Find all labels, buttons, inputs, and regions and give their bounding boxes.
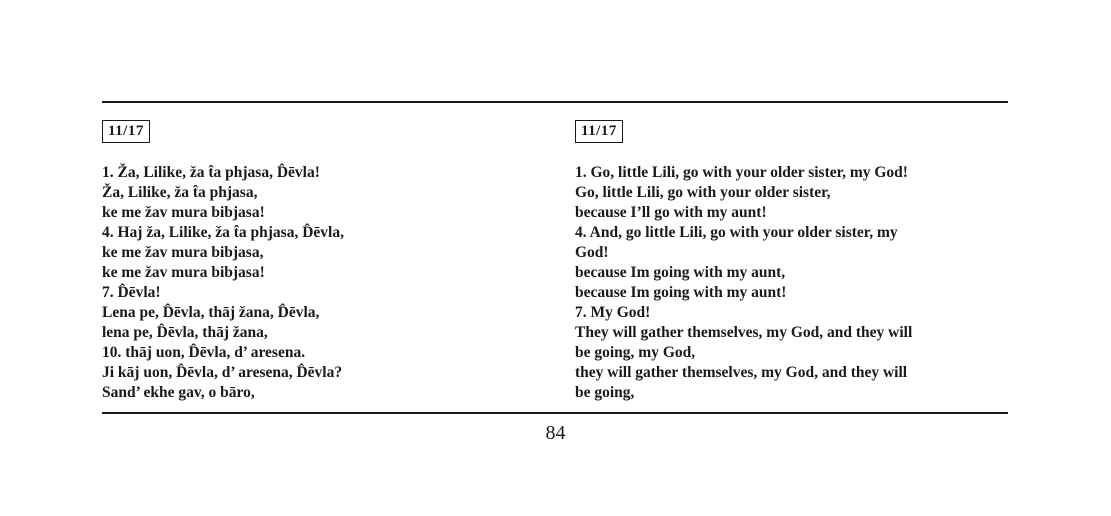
top-rule: [102, 101, 1008, 103]
lyric-line: 10. thāj uon, D̂ēvla, d’ aresena.: [102, 344, 306, 361]
translation-line: 1. Go, little Lili, go with your older sister, my God!: [575, 164, 908, 181]
song-reference-tag: 11/17: [102, 120, 150, 143]
original-lyrics: [102, 163, 542, 403]
lyric-line: 4. Haj ža, Lilike, ža t̂a phjasa, D̂ēvla,: [102, 224, 344, 241]
translation-line: They will gather themselves, my God, and they will: [575, 324, 913, 341]
translation-line: Go, little Lili, go with your older sister,: [575, 184, 831, 201]
lyric-line: Lena pe, D̂ēvla, thāj žana, D̂ēvla,: [102, 304, 320, 321]
translation-column: [575, 120, 995, 403]
translation-line: 4. And, go little Lili, go with your older sister, my: [575, 224, 898, 241]
translation-line: 7. My God!: [575, 304, 651, 321]
translation-line: they will gather themselves, my God, and they will: [575, 364, 908, 381]
lyric-line: Ji kāj uon, D̂ēvla, d’ aresena, D̂ēvla?: [102, 364, 343, 381]
lyric-line: ke me žav mura bibjasa!: [102, 264, 265, 281]
original-text-column: [102, 120, 542, 403]
lyric-line: lena pe, D̂ēvla, thāj žana,: [102, 324, 268, 341]
lyric-line: 1. Ža, Lilike, ža t̂a phjasa, D̂ēvla!: [102, 164, 320, 181]
translation-line: because I’ll go with my aunt!: [575, 204, 767, 221]
lyric-line: Sand’ ekhe gav, o bāro,: [102, 384, 255, 401]
lyric-line: ke me žav mura bibjasa,: [102, 244, 264, 261]
translation-line: because Im going with my aunt!: [575, 284, 787, 301]
lyric-line: ke me žav mura bibjasa!: [102, 204, 265, 221]
lyric-line: 7. D̂ēvla!: [102, 284, 161, 301]
translation-line: be going, my God,: [575, 344, 696, 361]
bottom-rule: [102, 412, 1008, 414]
translation-line: because Im going with my aunt,: [575, 264, 786, 281]
song-reference-tag: 11/17: [575, 120, 623, 143]
page-number: 84: [545, 422, 566, 444]
translated-lyrics: [575, 163, 995, 403]
translation-line: God!: [575, 244, 609, 261]
lyric-line: Ža, Lilike, ža t̂a phjasa,: [102, 184, 258, 201]
translation-line: be going,: [575, 384, 635, 401]
